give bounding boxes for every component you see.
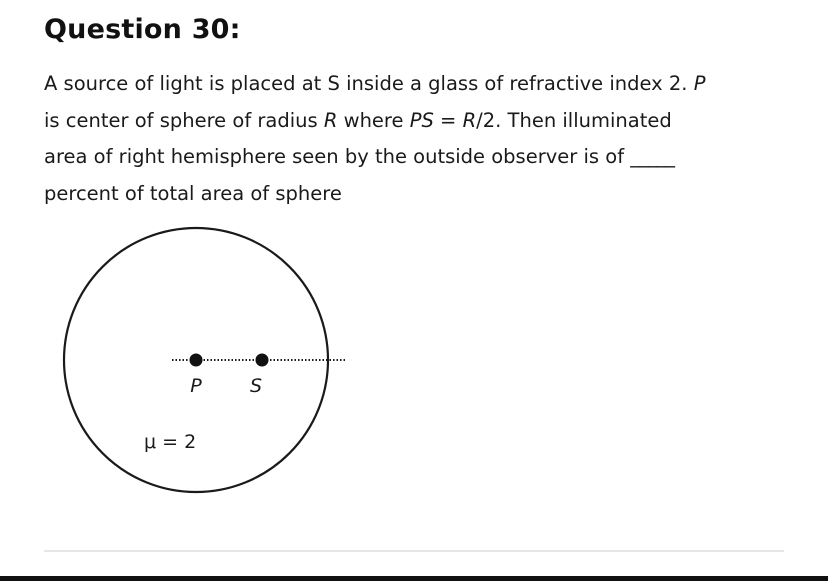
variable-r-2: R: [462, 108, 477, 132]
question-line-1-text: A source of light is placed at S inside a glass of refractive index 2.: [44, 72, 694, 95]
sphere-diagram: [50, 220, 360, 510]
bottom-border: [0, 576, 828, 581]
label-refractive-index: μ = 2: [144, 431, 197, 453]
variable-ps: PS: [409, 108, 434, 132]
answer-blank: _____: [630, 145, 675, 168]
question-line-2-text-b: where: [337, 108, 410, 132]
point-s-dot: [256, 354, 269, 367]
question-line-4: percent of total area of sphere: [44, 181, 342, 205]
section-divider: [44, 550, 784, 552]
label-p: P: [190, 375, 202, 397]
question-line-2-text-a: is center of sphere of radius: [44, 108, 324, 132]
label-s: S: [249, 375, 263, 397]
question-line-2: [44, 103, 804, 140]
variable-p: P: [693, 72, 706, 95]
question-heading: Question 30:: [44, 14, 241, 45]
question-text: [44, 66, 804, 212]
variable-r: R: [323, 108, 338, 132]
question-line-3-text: area of right hemisphere seen by the outside observer is of: [44, 145, 631, 168]
equals-sign: =: [433, 108, 463, 132]
sphere-diagram-svg: [50, 220, 360, 510]
question-line-3: [44, 139, 804, 176]
point-p-dot: [190, 354, 203, 367]
question-line-2-text-c: /2. Then illuminated: [476, 108, 672, 132]
question-line-1: [44, 66, 804, 103]
